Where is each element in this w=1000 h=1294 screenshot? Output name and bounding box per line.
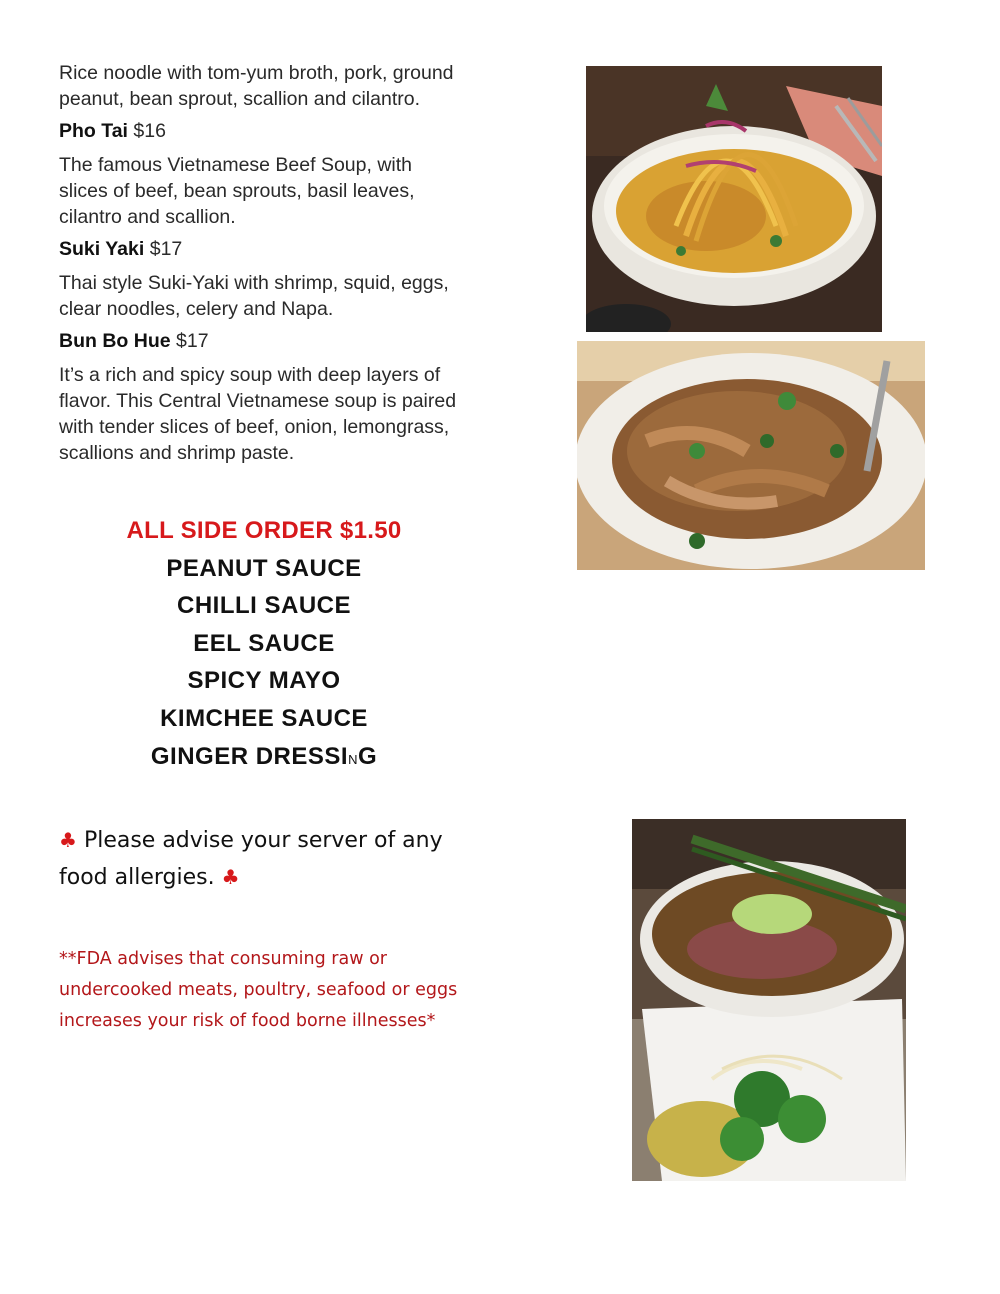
item-name: Bun Bo Hue [59, 330, 171, 352]
side-item-part: G [357, 742, 378, 770]
item-price: $17 [149, 238, 183, 260]
side-orders [59, 512, 469, 778]
menu-item-bun-bo-hue-title [59, 328, 459, 354]
side-item: KIMCHEE SAUCE [160, 704, 368, 732]
menu-item-suki-yaki-title [59, 236, 459, 262]
side-orders-header: ALL SIDE ORDER $1.50 [126, 517, 402, 544]
item-price: $16 [133, 120, 166, 142]
allergy-notice [59, 822, 479, 896]
side-item: CHILLI SAUCE [177, 592, 351, 620]
item-description: Rice noodle with tom-yum broth, pork, ground peanut, bean sprout, scallion and cilantro. [59, 62, 454, 110]
item-description: Thai style Suki-Yaki with shrimp, squid, eggs, clear noodles, celery and Napa. [59, 272, 449, 320]
side-item-part: N [348, 751, 358, 767]
fda-advisory: **FDA advises that consuming raw or undercooked meats, poultry, seafood or eggs increases your risk of food borne illnesses* [59, 949, 458, 1031]
club-suit-icon: ♣ [59, 828, 77, 852]
item-name: Suki Yaki [59, 238, 145, 260]
item-name: Pho Tai [59, 120, 128, 142]
allergy-text: Please advise your server of any food allergies. [59, 828, 443, 890]
side-item-ginger-dressing [59, 738, 469, 779]
item-description: It’s a rich and spicy soup with deep layers of flavor. This Central Vietnamese soup is paired with tender slices of beef, onion, lemongrass, scallions and shrimp paste. [59, 364, 457, 464]
side-item: SPICY MAYO [187, 667, 341, 695]
menu-item-pho-tai-title [59, 118, 459, 144]
food-photo-noodle-soup [586, 66, 882, 332]
side-item: PEANUT SAUCE [166, 554, 362, 582]
side-item: EEL SAUCE [193, 629, 335, 657]
club-suit-icon: ♣ [221, 865, 240, 889]
menu-items-column [59, 60, 459, 466]
food-photo-stir-fried-noodles [577, 341, 925, 570]
item-price: $17 [176, 330, 209, 352]
side-item-part: GINGER DRESSI [150, 742, 349, 770]
item-description: The famous Vietnamese Beef Soup, with slices of beef, bean sprouts, basil leaves, cilantro and scallion. [59, 154, 415, 228]
food-photo-pho [632, 819, 906, 1181]
